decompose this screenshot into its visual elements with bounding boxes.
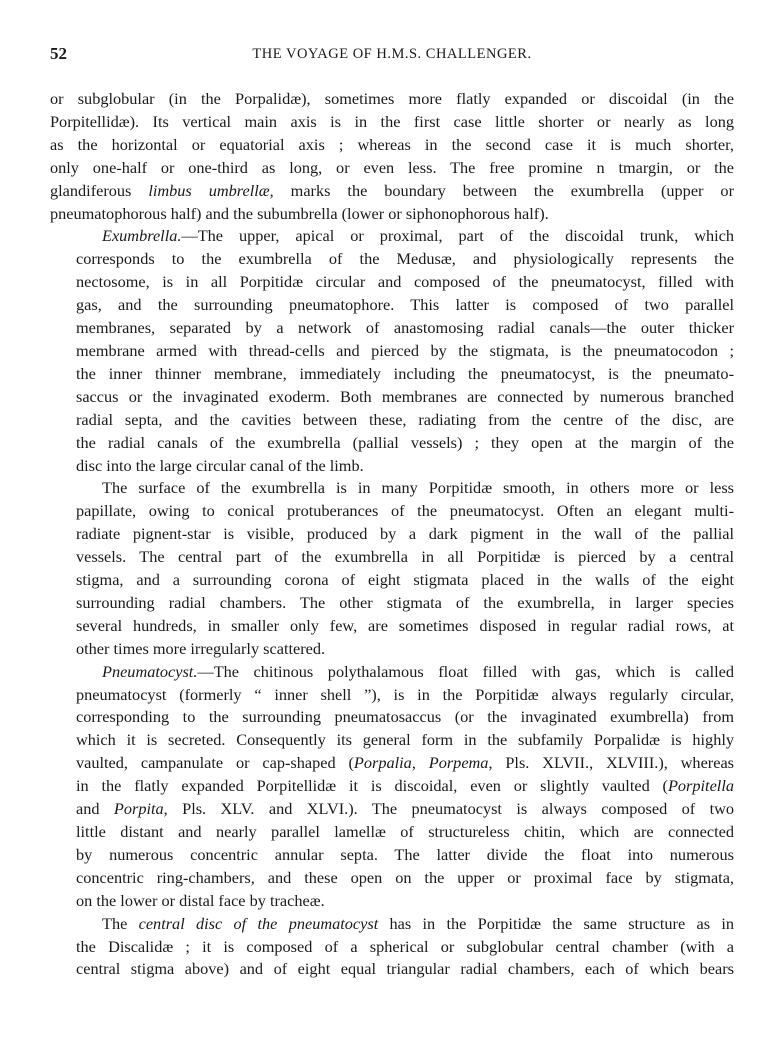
page-header xyxy=(50,44,734,70)
text-line: nectosome, is in all Porpitidæ circular and composed of the pneumatocyst, filled with xyxy=(76,272,734,292)
text-line: corresponding to the surrounding pneumatosaccus (or the invaginated exumbrella) from xyxy=(76,707,734,727)
text-line: glandiferous limbus umbrellæ, marks the boundary between the exumbrella (upper or xyxy=(50,180,734,200)
text-line: concentric ring-chambers, and these open on the upper or proximal face by stigmata, xyxy=(76,867,734,887)
text-line: on the lower or distal face by tracheæ. xyxy=(76,890,325,910)
body-text xyxy=(50,88,734,981)
paragraph xyxy=(50,913,734,982)
italic-term: Exumbrella. xyxy=(102,226,182,246)
text-line: gas, and the surrounding pneumatophore. This latter is composed of two parallel xyxy=(76,295,734,315)
italic-term: limbus umbrellæ xyxy=(148,180,270,200)
text-line: radiate pignent-star is visible, produced by a dark pigment in the wall of the pallial xyxy=(76,524,734,544)
text-line: the inner thinner membrane, immediately including the pneumatocyst, is the pneumato- xyxy=(76,363,734,383)
text-line: membranes, separated by a network of anastomosing radial canals—the outer thicker xyxy=(76,318,734,338)
text-line: corresponds to the exumbrella of the Medusæ, and physiologically represents the xyxy=(76,249,734,269)
paragraph xyxy=(50,477,734,660)
text-line: or subglobular (in the Porpalidæ), sometimes more flatly expanded or discoidal (in the xyxy=(50,89,734,108)
italic-term: Porpitella xyxy=(667,776,734,796)
text-line: pneumatophorous half) and the subumbrella (lower or siphonophorous half). xyxy=(50,203,549,223)
italic-term: Porpema xyxy=(428,753,489,773)
italic-term: Porpita xyxy=(113,799,164,819)
paragraph xyxy=(50,88,734,225)
italic-term: Pneumatocyst. xyxy=(102,661,198,681)
text-line: pneumatocyst (formerly “ inner shell ”), is in the Porpitidæ always regularly circular, xyxy=(76,684,734,704)
text-line: as the horizontal or equatorial axis ; whereas in the second case it is much shorter, xyxy=(50,134,734,154)
paragraph xyxy=(50,225,734,477)
text-line: surrounding radial chambers. The other stigmata of the exumbrella, in larger species xyxy=(76,592,734,612)
text-line: other times more irregularly scattered. xyxy=(76,638,326,658)
text-line: little distant and nearly parallel lamellæ of structureless chitin, which are connected xyxy=(76,822,734,841)
text-line: which it is secreted. Consequently its general form in the subfamily Porpalidæ is highly xyxy=(76,730,734,750)
text-line: papillate, owing to conical protuberances of the pneumatocyst. Often an elegant multi- xyxy=(76,501,734,521)
text-line: vaulted, campanulate or cap-shaped (Porpalia, Porpema, Pls. XLVII., XLVIII.), whereas xyxy=(76,753,735,773)
text-line: disc into the large circular canal of the limb. xyxy=(76,455,364,475)
text-line: the Discalidæ ; it is composed of a spherical or subglobular central chamber (with a xyxy=(76,936,734,956)
text-line: radial septa, and the cavities between these, radiating from the centre of the disc, are xyxy=(76,409,734,429)
italic-term: Porpalia xyxy=(353,753,412,773)
text-line: several hundreds, in smaller only few, are sometimes disposed in regular radial rows, at xyxy=(76,615,734,635)
text-line: The central disc of the pneumatocyst has in the Porpitidæ the same structure as in xyxy=(102,913,734,933)
paragraph xyxy=(50,661,734,913)
text-line: Pneumatocyst.—The chitinous polythalamous float filled with gas, which is called xyxy=(102,661,734,681)
running-title: THE VOYAGE OF H.M.S. CHALLENGER. xyxy=(252,46,532,62)
text-line: and Porpita, Pls. XLV. and XLVI.). The pneumatocyst is always composed of two xyxy=(76,799,734,819)
page-number: 52 xyxy=(50,44,67,63)
text-line: by numerous concentric annular septa. The latter divide the float into numerous xyxy=(76,844,734,864)
book-page xyxy=(50,44,734,981)
text-line: vessels. The central part of the exumbrella in all Porpitidæ is pierced by a central xyxy=(76,547,734,567)
text-line: the radial canals of the exumbrella (pallial vessels) ; they open at the margin of the xyxy=(76,432,734,452)
text-line: stigma, and a surrounding corona of eight stigmata placed in the walls of the eight xyxy=(76,570,734,590)
text-line: in the flatly expanded Porpitellidæ it is discoidal, even or slightly vaulted (Porpitella xyxy=(76,776,734,796)
text-line: Porpitellidæ). Its vertical main axis is in the first case little shorter or nearly as long xyxy=(50,111,734,131)
text-line: saccus or the invaginated exoderm. Both membranes are connected by numerous branched xyxy=(76,386,734,406)
italic-term: central disc of the pneumatocyst xyxy=(138,913,379,933)
text-line: membrane armed with thread-cells and pierced by the stigmata, is the pneumatocodon ; xyxy=(76,340,734,360)
text-line: Exumbrella.—The upper, apical or proximal, part of the discoidal trunk, which xyxy=(102,226,734,246)
text-line: only one-half or one-third as long, or even less. The free promine n tmargin, or the xyxy=(50,157,734,177)
text-line: central stigma above) and of eight equal triangular radial chambers, each of which bears xyxy=(76,959,734,979)
text-line: The surface of the exumbrella is in many Porpitidæ smooth, in others more or less xyxy=(102,478,734,498)
